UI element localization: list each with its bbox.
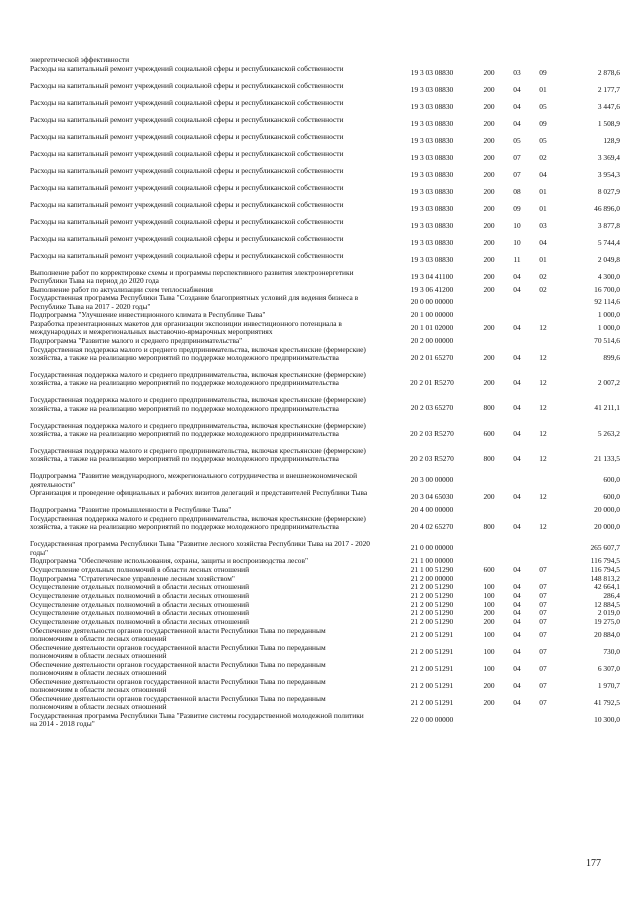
row-description: Расходы на капитальный ремонт учреждений социальной сферы и республиканской собственности	[30, 233, 344, 243]
row-description: Выполнение работ по корректировке схемы и программы перспективного развития электроэнергетики Республики Тыва на период до 2020 года	[30, 267, 354, 285]
amount: 128,9	[603, 135, 620, 145]
csr-code: 21 1 00 00000	[410, 556, 454, 566]
amount: 19 275,0	[594, 617, 620, 627]
rz-code: 11	[513, 254, 521, 264]
row-description: Государственная поддержка малого и среднего предпринимательства, включая крестьянские (фермерские) хозяйства, а также на реализацию мероприятий по поддержке молодежного предпринимательства	[30, 513, 366, 532]
rz-code: 04	[513, 271, 521, 281]
vr-code: 200	[483, 220, 495, 230]
page-number: 177	[586, 858, 601, 869]
vr-code: 200	[483, 284, 495, 294]
pr-code: 07	[539, 582, 547, 592]
amount: 5 263,2	[597, 428, 620, 438]
amount: 4 300,0	[597, 271, 620, 281]
row-description: Государственная поддержка малого и среднего предпринимательства, включая крестьянские (фермерские) хозяйства, а также на реализацию мероприятий по поддержке молодежного предпринимательства	[30, 370, 366, 388]
csr-code: 19 3 03 08830	[410, 135, 454, 145]
vr-code: 200	[483, 152, 495, 162]
amount: 600,0	[603, 475, 620, 485]
table-row	[30, 712, 620, 729]
amount: 8 027,9	[597, 186, 620, 196]
table-row	[30, 540, 620, 557]
row-description: Расходы на капитальный ремонт учреждений социальной сферы и республиканской собственности	[30, 97, 344, 107]
amount: 1 000,0	[597, 323, 620, 333]
csr-code: 21 2 00 51291	[410, 646, 454, 656]
vr-code: 200	[483, 378, 495, 388]
rz-code: 04	[513, 629, 521, 639]
amount: 899,6	[603, 352, 620, 362]
rz-code: 04	[513, 101, 521, 111]
rz-code: 07	[513, 152, 521, 162]
amount: 1 000,0	[597, 310, 620, 320]
rz-code: 10	[513, 220, 521, 230]
amount: 20 000,0	[594, 505, 620, 515]
csr-code: 21 2 00 51290	[410, 599, 454, 609]
pr-code: 07	[539, 680, 547, 690]
vr-code: 600	[483, 428, 495, 438]
table-row	[30, 150, 620, 167]
pr-code: 12	[539, 378, 547, 388]
amount: 116 794,5	[590, 564, 620, 574]
row-description: Расходы на капитальный ремонт учреждений социальной сферы и республиканской собственности	[30, 131, 344, 141]
table-row	[30, 447, 620, 472]
table-row	[30, 269, 620, 286]
row-description: Расходы на капитальный ремонт учреждений социальной сферы и республиканской собственности	[30, 250, 344, 260]
pr-code: 02	[539, 284, 547, 294]
pr-code: 07	[539, 599, 547, 609]
row-description: Государственная программа Республики Тыва "Развитие системы государственной молодежной политики на 2014 - 2018 годы"	[30, 710, 364, 729]
rz-code: 03	[513, 67, 521, 77]
pr-code: 07	[539, 617, 547, 627]
vr-code: 200	[483, 135, 495, 145]
vr-code: 600	[483, 564, 495, 574]
csr-code: 20 1 00 00000	[410, 310, 454, 320]
vr-code: 200	[483, 323, 495, 333]
table-row	[30, 627, 620, 644]
pr-code: 05	[539, 101, 547, 111]
pr-code: 12	[539, 403, 547, 413]
csr-code: 19 3 04 41100	[410, 271, 454, 281]
csr-code: 19 3 03 08830	[410, 220, 454, 230]
pr-code: 07	[539, 608, 547, 618]
vr-code: 800	[483, 521, 495, 531]
vr-code: 200	[483, 608, 495, 618]
csr-code: 19 3 03 08830	[410, 118, 454, 128]
rz-code: 04	[513, 403, 521, 413]
rz-code: 04	[513, 564, 521, 574]
csr-code: 19 3 03 08830	[410, 203, 454, 213]
table-row	[30, 422, 620, 447]
csr-code: 19 3 03 08830	[410, 101, 454, 111]
rz-code: 05	[513, 135, 521, 145]
amount: 3 877,8	[597, 220, 620, 230]
csr-code: 21 2 00 51290	[410, 608, 454, 618]
table-row	[30, 116, 620, 133]
pr-code: 07	[539, 697, 547, 707]
amount: 20 884,0	[594, 629, 620, 639]
csr-code: 19 3 03 08830	[410, 84, 454, 94]
row-description: Подпрограмма "Улучшение инвестиционного климата в Республике Тыва"	[30, 310, 266, 320]
rz-code: 04	[513, 599, 521, 609]
rz-code: 08	[513, 186, 521, 196]
amount: 41 792,5	[594, 697, 620, 707]
vr-code: 200	[483, 271, 495, 281]
row-description: Государственная поддержка малого и среднего предпринимательства, включая крестьянские (фермерские) хозяйства, а также на реализацию мероприятий по поддержке молодежного предпринимательства	[30, 344, 366, 363]
amount: 6 307,0	[597, 663, 620, 673]
row-description: Обеспечение деятельности органов государственной власти Республики Тыва по переданным полномочиям в области лесных отношений	[30, 676, 326, 695]
csr-code: 20 2 00 00000	[410, 336, 454, 346]
amount: 3 447,6	[597, 101, 620, 111]
amount: 730,0	[603, 646, 620, 656]
csr-code: 19 3 03 08830	[410, 67, 454, 77]
rz-code: 04	[513, 680, 521, 690]
row-description: Подпрограмма "Развитие промышленности в Республике Тыва"	[30, 505, 232, 515]
pr-code: 09	[539, 118, 547, 128]
csr-code: 19 3 03 08830	[410, 152, 454, 162]
amount: 286,4	[603, 590, 620, 600]
amount: 2 019,0	[597, 608, 620, 618]
row-description: Разработка презентационных макетов для организации экспозиции инвестиционного потенциала в международных и межрегиональных выставочно-ярмарочных мероприятиях	[30, 319, 342, 337]
rz-code: 04	[513, 323, 521, 333]
vr-code: 200	[483, 254, 495, 264]
csr-code: 21 2 00 51290	[410, 617, 454, 627]
csr-code: 19 3 03 08830	[410, 169, 454, 179]
rz-code: 04	[513, 646, 521, 656]
pr-code: 12	[539, 323, 547, 333]
vr-code: 200	[483, 237, 495, 247]
table-row	[30, 695, 620, 712]
table-row	[30, 82, 620, 99]
table-row	[30, 678, 620, 695]
row-description: Расходы на капитальный ремонт учреждений социальной сферы и республиканской собственности	[30, 80, 344, 90]
table-row	[30, 184, 620, 201]
pr-code: 02	[539, 271, 547, 281]
row-description: Государственная программа Республики Тыва "Развитие лесного хозяйства Республики Тыва на 2017 - 2020 годы"	[30, 539, 370, 557]
rz-code: 04	[513, 663, 521, 673]
budget-table	[30, 56, 620, 729]
row-description: Расходы на капитальный ремонт учреждений социальной сферы и республиканской собственности	[30, 199, 344, 209]
csr-code: 19 3 03 08830	[410, 237, 454, 247]
vr-code: 100	[483, 599, 495, 609]
row-description: Государственная программа Республики Тыва "Создание благоприятных условий для ведения бизнеса в Республике Тыва на 2017 - 2020 годы"	[30, 293, 359, 311]
pr-code: 05	[539, 135, 547, 145]
pr-code: 07	[539, 663, 547, 673]
vr-code: 200	[483, 186, 495, 196]
table-row	[30, 133, 620, 150]
row-description: Подпрограмма "Стратегическое управление лесным хозяйством"	[30, 573, 235, 583]
csr-code: 21 2 00 51291	[410, 663, 454, 673]
pr-code: 03	[539, 220, 547, 230]
table-row	[30, 320, 620, 337]
csr-code: 20 3 04 65030	[410, 492, 454, 502]
pr-code: 01	[539, 186, 547, 196]
rz-code: 04	[513, 590, 521, 600]
table-row	[30, 515, 620, 540]
pr-code: 12	[539, 428, 547, 438]
rz-code: 04	[513, 608, 521, 618]
pr-code: 12	[539, 453, 547, 463]
csr-code: 20 2 01 R5270	[410, 378, 454, 388]
pr-code: 01	[539, 254, 547, 264]
vr-code: 200	[483, 67, 495, 77]
pr-code: 07	[539, 629, 547, 639]
rz-code: 04	[513, 617, 521, 627]
vr-code: 100	[483, 590, 495, 600]
vr-code: 200	[483, 617, 495, 627]
table-row	[30, 371, 620, 396]
csr-code: 20 3 00 00000	[410, 475, 454, 485]
amount: 2 177,7	[597, 84, 620, 94]
csr-code: 21 2 00 51291	[410, 629, 454, 639]
row-description: Подпрограмма "Развитие малого и среднего предпринимательства"	[30, 336, 243, 346]
csr-code: 19 3 03 08830	[410, 254, 454, 264]
row-description: Расходы на капитальный ремонт учреждений социальной сферы и республиканской собственности	[30, 165, 344, 175]
vr-code: 800	[483, 403, 495, 413]
amount: 92 114,6	[594, 297, 620, 307]
vr-code: 200	[483, 352, 495, 362]
vr-code: 100	[483, 582, 495, 592]
amount: 1 508,9	[597, 118, 620, 128]
rz-code: 09	[513, 203, 521, 213]
vr-code: 100	[483, 663, 495, 673]
vr-code: 200	[483, 169, 495, 179]
amount: 1 970,7	[597, 680, 620, 690]
row-description: Расходы на капитальный ремонт учреждений социальной сферы и республиканской собственности	[30, 216, 344, 226]
pr-code: 07	[539, 564, 547, 574]
amount: 41 211,1	[594, 403, 620, 413]
csr-code: 21 2 00 00000	[410, 573, 454, 583]
row-description: Осуществление отдельных полномочий в области лесных отношений	[30, 564, 250, 574]
table-row	[30, 396, 620, 421]
table-row	[30, 472, 620, 489]
amount: 2 049,8	[597, 254, 620, 264]
vr-code: 100	[483, 646, 495, 656]
table-row	[30, 218, 620, 235]
csr-code: 20 4 00 00000	[410, 505, 454, 515]
row-description: Осуществление отдельных полномочий в области лесных отношений	[30, 608, 250, 618]
pr-code: 12	[539, 521, 547, 531]
row-description: Осуществление отдельных полномочий в области лесных отношений	[30, 582, 250, 592]
vr-code: 200	[483, 84, 495, 94]
amount: 20 000,0	[594, 521, 620, 531]
vr-code: 200	[483, 101, 495, 111]
rz-code: 04	[513, 521, 521, 531]
table-row	[30, 167, 620, 184]
table-row	[30, 65, 620, 82]
row-description: Организация и проведение официальных и рабочих визитов делегаций и представителей Республики Тыва	[30, 488, 368, 498]
csr-code: 21 2 00 51290	[410, 582, 454, 592]
row-description: Обеспечение деятельности органов государственной власти Республики Тыва по переданным полномочиям в области лесных отношений	[30, 625, 326, 644]
pr-code: 12	[539, 352, 547, 362]
rz-code: 04	[513, 284, 521, 294]
csr-code: 20 4 02 65270	[410, 521, 454, 531]
amount: 70 514,6	[594, 336, 620, 346]
csr-code: 21 2 00 51291	[410, 680, 454, 690]
rz-code: 04	[513, 428, 521, 438]
pr-code: 12	[539, 492, 547, 502]
row-description: Обеспечение деятельности органов государственной власти Республики Тыва по переданным полномочиям в области лесных отношений	[30, 693, 326, 712]
row-description: Выполнение работ по актуализации схем теплоснабжения	[30, 284, 213, 294]
amount: 46 896,0	[594, 203, 620, 213]
amount: 265 607,7	[590, 543, 620, 553]
vr-code: 200	[483, 492, 495, 502]
row-description: Обеспечение деятельности органов государственной власти Республики Тыва по переданным полномочиям в области лесных отношений	[30, 642, 326, 661]
table-row	[30, 201, 620, 218]
pr-code: 02	[539, 152, 547, 162]
rz-code: 04	[513, 84, 521, 94]
table-row	[30, 644, 620, 661]
csr-code: 21 2 00 51291	[410, 697, 454, 707]
pr-code: 09	[539, 67, 547, 77]
amount: 3 369,4	[597, 152, 620, 162]
row-description: Обеспечение деятельности органов государственной власти Республики Тыва по переданным полномочиям в области лесных отношений	[30, 659, 326, 678]
row-description: Государственная поддержка малого и среднего предпринимательства, включая крестьянские (фермерские) хозяйства, а также на реализацию мероприятий по поддержке молодежного предпринимательства	[30, 420, 366, 438]
rz-code: 04	[513, 118, 521, 128]
rz-code: 10	[513, 237, 521, 247]
vr-code: 800	[483, 453, 495, 463]
pr-code: 04	[539, 237, 547, 247]
csr-code: 20 2 03 R5270	[410, 453, 454, 463]
csr-code: 21 0 00 00000	[410, 543, 454, 553]
row-description: Подпрограмма "Обеспечение использования, охраны, защиты и воспроизводства лесов"	[30, 556, 308, 566]
row-description: Расходы на капитальный ремонт учреждений социальной сферы и республиканской собственности	[30, 63, 344, 73]
rz-code: 04	[513, 582, 521, 592]
amount: 5 744,4	[597, 237, 620, 247]
vr-code: 100	[483, 629, 495, 639]
csr-code: 20 1 01 02000	[410, 323, 454, 333]
pr-code: 04	[539, 169, 547, 179]
amount: 21 133,5	[594, 453, 620, 463]
row-description: Расходы на капитальный ремонт учреждений социальной сферы и республиканской собственности	[30, 114, 344, 124]
table-row	[30, 661, 620, 678]
row-description: Государственная поддержка малого и среднего предпринимательства, включая крестьянские (фермерские) хозяйства, а также на реализацию мероприятий по поддержке молодежного предпринимательства	[30, 395, 366, 413]
amount: 16 700,0	[594, 284, 620, 294]
amount: 10 300,0	[594, 714, 620, 724]
amount: 148 813,2	[590, 573, 620, 583]
amount: 2 878,6	[597, 67, 620, 77]
rz-code: 04	[513, 352, 521, 362]
csr-code: 21 2 00 51290	[410, 590, 454, 600]
csr-code: 20 2 03 R5270	[410, 428, 454, 438]
csr-code: 20 2 03 65270	[410, 403, 454, 413]
row-description: Расходы на капитальный ремонт учреждений социальной сферы и республиканской собственности	[30, 182, 344, 192]
row-description: Осуществление отдельных полномочий в области лесных отношений	[30, 599, 250, 609]
rz-code: 04	[513, 697, 521, 707]
rz-code: 04	[513, 492, 521, 502]
table-body	[30, 56, 620, 729]
amount: 2 007,2	[597, 378, 620, 388]
vr-code: 200	[483, 697, 495, 707]
amount: 12 884,5	[594, 599, 620, 609]
vr-code: 200	[483, 118, 495, 128]
row-description: Государственная поддержка малого и среднего предпринимательства, включая крестьянские (фермерские) хозяйства, а также на реализацию мероприятий по поддержке молодежного предпринимательства	[30, 445, 366, 464]
amount: 116 794,5	[590, 556, 620, 566]
row-description: Подпрограмма "Развитие международного, межрегионального сотрудничества и внешнеэкономической деятельности"	[30, 471, 358, 489]
row-description: Осуществление отдельных полномочий в области лесных отношений	[30, 590, 250, 600]
csr-code: 22 0 00 00000	[410, 714, 454, 724]
amount: 3 954,3	[597, 169, 620, 179]
table-row	[30, 99, 620, 116]
pr-code: 07	[539, 646, 547, 656]
amount: 600,0	[603, 492, 620, 502]
csr-code: 19 3 06 41200	[410, 284, 454, 294]
table-row	[30, 252, 620, 269]
rz-code: 07	[513, 169, 521, 179]
rz-code: 04	[513, 453, 521, 463]
pr-code: 07	[539, 590, 547, 600]
vr-code: 200	[483, 680, 495, 690]
csr-code: 20 2 01 65270	[410, 352, 454, 362]
row-description: энергетической эффективности	[30, 55, 130, 64]
vr-code: 200	[483, 203, 495, 213]
csr-code: 19 3 03 08830	[410, 186, 454, 196]
amount: 42 664,1	[594, 582, 620, 592]
row-description: Осуществление отдельных полномочий в области лесных отношений	[30, 617, 250, 627]
table-row	[30, 489, 620, 506]
pr-code: 01	[539, 84, 547, 94]
row-description: Расходы на капитальный ремонт учреждений социальной сферы и республиканской собственности	[30, 148, 344, 158]
pr-code: 01	[539, 203, 547, 213]
rz-code: 04	[513, 378, 521, 388]
table-row	[30, 346, 620, 371]
csr-code: 20 0 00 00000	[410, 297, 454, 307]
csr-code: 21 1 00 51290	[410, 564, 454, 574]
table-row	[30, 235, 620, 252]
table-row	[30, 294, 620, 311]
